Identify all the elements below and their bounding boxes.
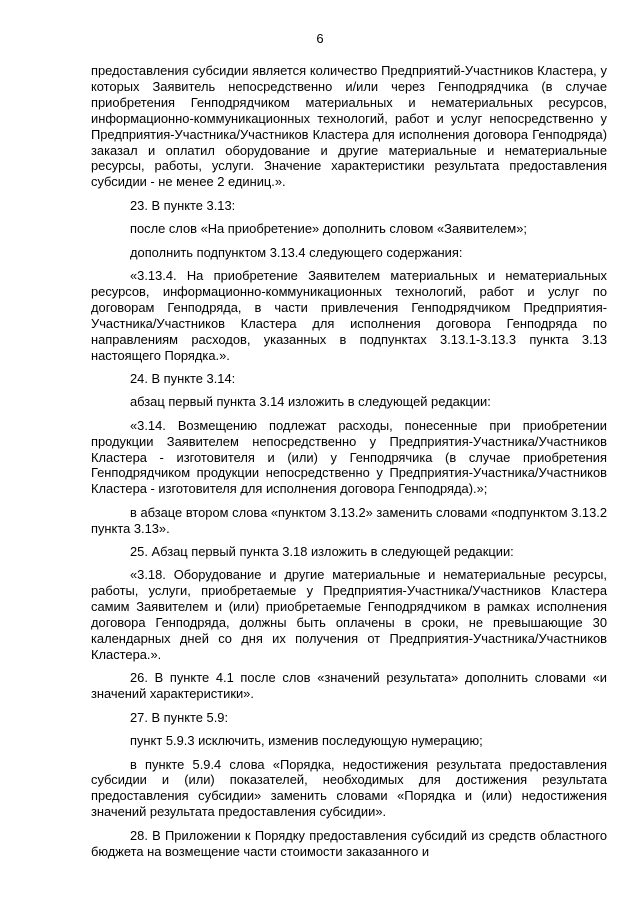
paragraph-item-28: 28. В Приложении к Порядку предоставления субсидий из средств областного бюджета на возмещение части стоимости заказанного и (91, 827, 607, 859)
page-number: 6 (316, 31, 324, 46)
paragraph-item-27: 27. В пункте 5.9: (130, 709, 229, 725)
paragraph-item-26: 26. В пункте 4.1 после слов «значений результата» дополнить словами «и значений характеристики». (91, 670, 607, 702)
document-body (91, 63, 607, 867)
paragraph-27-exclude-5-9-3: пункт 5.9.3 исключить, изменив последующую нумерацию; (130, 733, 483, 749)
paragraph-24-first-abzac: абзац первый пункта 3.14 изложить в следующей редакции: (130, 394, 491, 410)
paragraph-27-5-9-4: в пункте 5.9.4 слова «Порядка, недостижения результата предоставления субсидии и (или) показателей, необходимых для достижения результата предоставления субсидии» заменить словами «Порядка и (или) недостижения значений результата предоставления субсидии». (91, 756, 607, 820)
paragraph-3-13-4-text: «3.13.4. На приобретение Заявителем материальных и нематериальных ресурсов, информационно-коммуникационных технологий, работ и услуг по договорам Генподряда, в части привлечения Генподрядчиком Предприятия-Участника/Участников Кластера для исполнения договора Генподряда по направлениям расходов, указанных в подпунктах 3.13.1-3.13.3 пункта 3.13 настоящего Порядка.». (91, 267, 607, 363)
paragraph-item-23: 23. В пункте 3.13: (130, 197, 236, 213)
paragraph-23-add-subitem: дополнить подпунктом 3.13.4 следующего содержания: (130, 244, 463, 260)
paragraph-item-24: 24. В пункте 3.14: (130, 370, 236, 386)
paragraph-3-14-text: «3.14. Возмещению подлежат расходы, понесенные при приобретении продукции Заявителем непосредственно у Предприятия-Участника/Участников Кластера - изготовителя и (или) у Генподрячика (в случае приобретения Генподрядчиком продукции непосредственно у Предприятия-Участника/Участников Кластера - изготовителя для исполнения договора Генподряда).»; (91, 417, 607, 497)
paragraph-continuation: предоставления субсидии является количество Предприятий-Участников Кластера, у которых Заявитель непосредственно и/или через Генподрядчика (в случае приобретения Генподрядчиком материальных и нематериальных ресурсов, информационно-коммуникационных технологий, работ и услуг непосредственно у Предприятия-Участника/Участников Кластера для исполнения договора Генподряда) заказал и оплатил оборудование и другие материальные и нематериальные ресурсы, работы, услуги. Значение характеристики результата предоставления субсидии - не менее 2 единиц.». (91, 63, 607, 190)
paragraph-3-18-text: «3.18. Оборудование и другие материальные и нематериальные ресурсы, работы, услуги, приобретаемые у Предприятия-Участника/Участников Кластера самим Заявителем и (или) приобретаемые Генподрядчиком в рамках исполнения договора Генподряда, должны быть оплачены в сроки, не превышающие 30 календарных дней со дня их получения от Предприятия-Участника/Участников Кластера.». (91, 567, 607, 662)
paragraph-23-amendment-words: после слов «На приобретение» дополнить словом «Заявителем»; (130, 221, 527, 237)
paragraph-item-25: 25. Абзац первый пункта 3.18 изложить в следующей редакции: (130, 544, 514, 560)
paragraph-24-second-abzac: в абзаце втором слова «пунктом 3.13.2» заменить словами «подпунктом 3.13.2 пункта 3.13». (91, 504, 607, 536)
